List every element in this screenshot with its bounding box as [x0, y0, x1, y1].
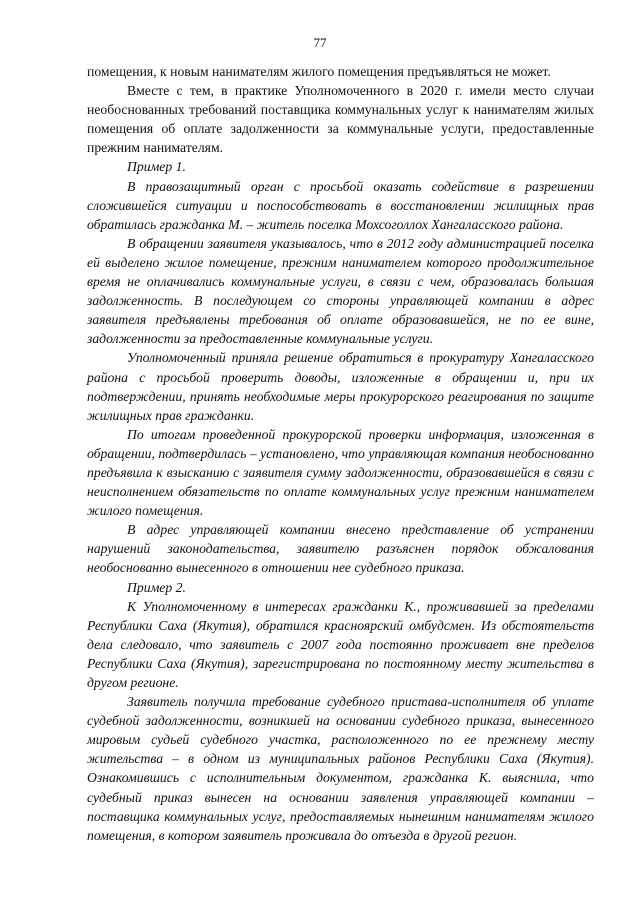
paragraph: помещения, к новым нанимателям жилого помещения предъявляться не может.: [87, 64, 551, 79]
example-heading: Пример 1.: [127, 159, 186, 175]
example-heading: Пример 2.: [127, 579, 186, 595]
paragraph: Вместе с тем, в практике Уполномоченного в 2020 г. имели место случаи необоснованных требований поставщика коммунальных услуг к нанимателям жилых помещения об оплате задолженности за коммунальные услуги, предоставленные прежним нанимателям.: [87, 83, 594, 156]
paragraph: Заявитель получила требование судебного пристава-исполнителя об уплате судебной задолженности, возникшей на основании судебного приказа, вынесенного мировым судьей судебного участка, расположенного по ее прежнему месту жительства – в одном из муниципальных районов Республики Саха (Якутия). Ознакомившись с исполнительным документом, гражданка К. выяснила, что судебный приказ вынесен на основании заявления управляющей компании – поставщика коммунальных услуг, предоставляемых нынешним нанимателям жилого помещения, в котором заявитель проживала до отъезда в другой регион.: [87, 694, 594, 843]
paragraph: К Уполномоченному в интересах гражданки К., проживавшей за пределами Республики Саха (Якутия), обратился красноярский омбудсмен. Из обстоятельств дела следовало, что заявитель с 2007 года постоянно проживает вне пределов Республики Саха (Якутия), зарегистрирована по постоянному месту жительства в другом регионе.: [87, 598, 594, 690]
paragraph: Уполномоченный приняла решение обратиться в прокуратуру Хангаласского района с просьбой проверить доводы, изложенные в обращении и, при их подтверждении, принять необходимые меры прокурорского реагирования по защите жилищных прав гражданки.: [87, 350, 594, 423]
page-number: 77: [313, 35, 327, 50]
paragraph: В обращении заявителя указывалось, что в 2012 году администрацией поселка ей выделено жилое помещение, прежним нанимателем которого продолжительное время не оплачивались коммунальные услуги, в связи с чем, образовалась большая задолженность. В последующем со стороны управляющей компании в адрес заявителя предъявлены требования об оплате образовавшейся, не по ее вине, задолженности за предоставленные коммунальные услуги.: [87, 235, 594, 347]
paragraph: В правозащитный орган с просьбой оказать содействие в разрешении сложившейся ситуации и поспособствовать в восстановлении жилищных прав обратилась гражданка М. – житель поселка Мохсоголлох Хангаласского района.: [87, 178, 594, 232]
paragraph: В адрес управляющей компании внесено представление об устранении нарушений законодательства, заявителю разъяснен порядок обжалования необоснованно вынесенного в отношении нее судебного приказа.: [87, 522, 594, 576]
paragraph: По итогам проведенной прокурорской проверки информация, изложенная в обращении, подтвердилась – установлено, что управляющая компания необоснованно предъявила к взысканию с заявителя сумму задолженности, образовавшейся в связи с неисполнением обязательств по оплате коммунальных услуг прежним нанимателем жилого помещения.: [87, 426, 594, 519]
document-body: [87, 62, 594, 845]
